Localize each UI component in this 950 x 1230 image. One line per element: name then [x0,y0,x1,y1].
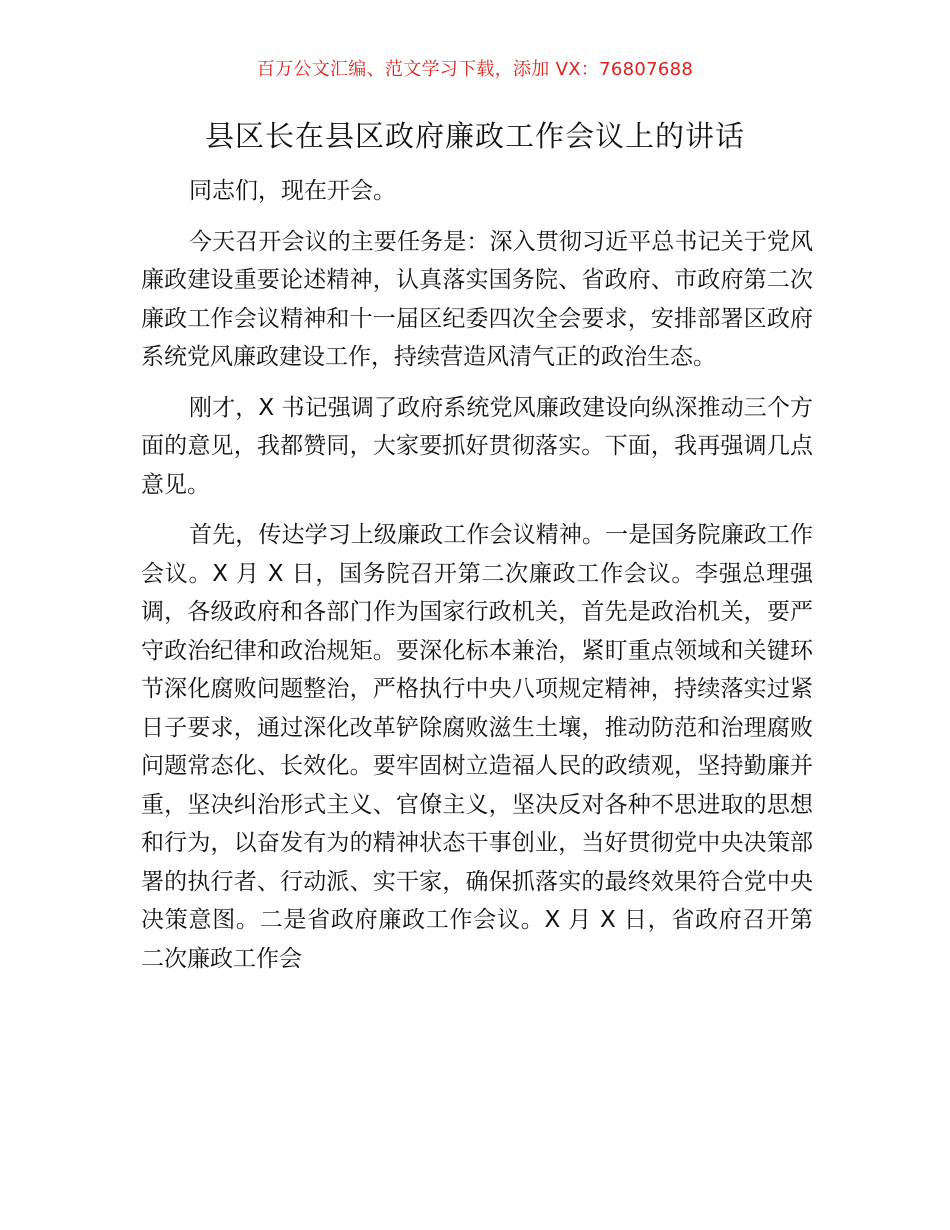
paragraph-agreement: 刚才，X 书记强调了政府系统党风廉政建设向纵深推动三个方面的意见，我都赞同，大家要抓好贯彻落实。下面，我再强调几点意见。 [141,394,813,498]
paragraph-main-task: 今天召开会议的主要任务是：深入贯彻习近平总书记关于党风廉政建设重要论述精神，认真落实国务院、省政府、市政府第二次廉政工作会议精神和十一届区纪委四次全会要求，安排部署区政府系统党风廉政建设工作，持续营造风清气正的政治生态。 [141,228,813,370]
document-body [141,172,813,978]
document-title: 县区长在县区政府廉政工作会议上的讲话 [204,119,745,153]
paragraph-opening: 同志们，现在开会。 [189,178,396,204]
header-watermark-note: 百万公文汇编、范文学习下载，添加 VX：76807688 [256,59,694,80]
paragraph-first-point: 首先，传达学习上级廉政工作会议精神。一是国务院廉政工作会议。X 月 X 日，国务院召开第二次廉政工作会议。李强总理强调，各级政府和各部门作为国家行政机关，首先是政治机关，要严守政治纪律和政治规矩。要深化标本兼治，紧盯重点领域和关键环节深化腐败问题整治，严格执行中央八项规定精神，持续落实过紧日子要求，通过深化改革铲除腐败滋生土壤，推动防范和治理腐败问题常态化、长效化。要牢固树立造福人民的政绩观，坚持勤廉并重，坚决纠治形式主义、官僚主义，坚决反对各种不思进取的思想和行为，以奋发有为的精神状态干事创业，当好贯彻党中央决策部署的执行者、行动派、实干家，确保抓落实的最终效果符合党中央决策意图。二是省政府廉政工作会议。X 月 X 日，省政府召开第二次廉政工作会 [141,522,813,972]
